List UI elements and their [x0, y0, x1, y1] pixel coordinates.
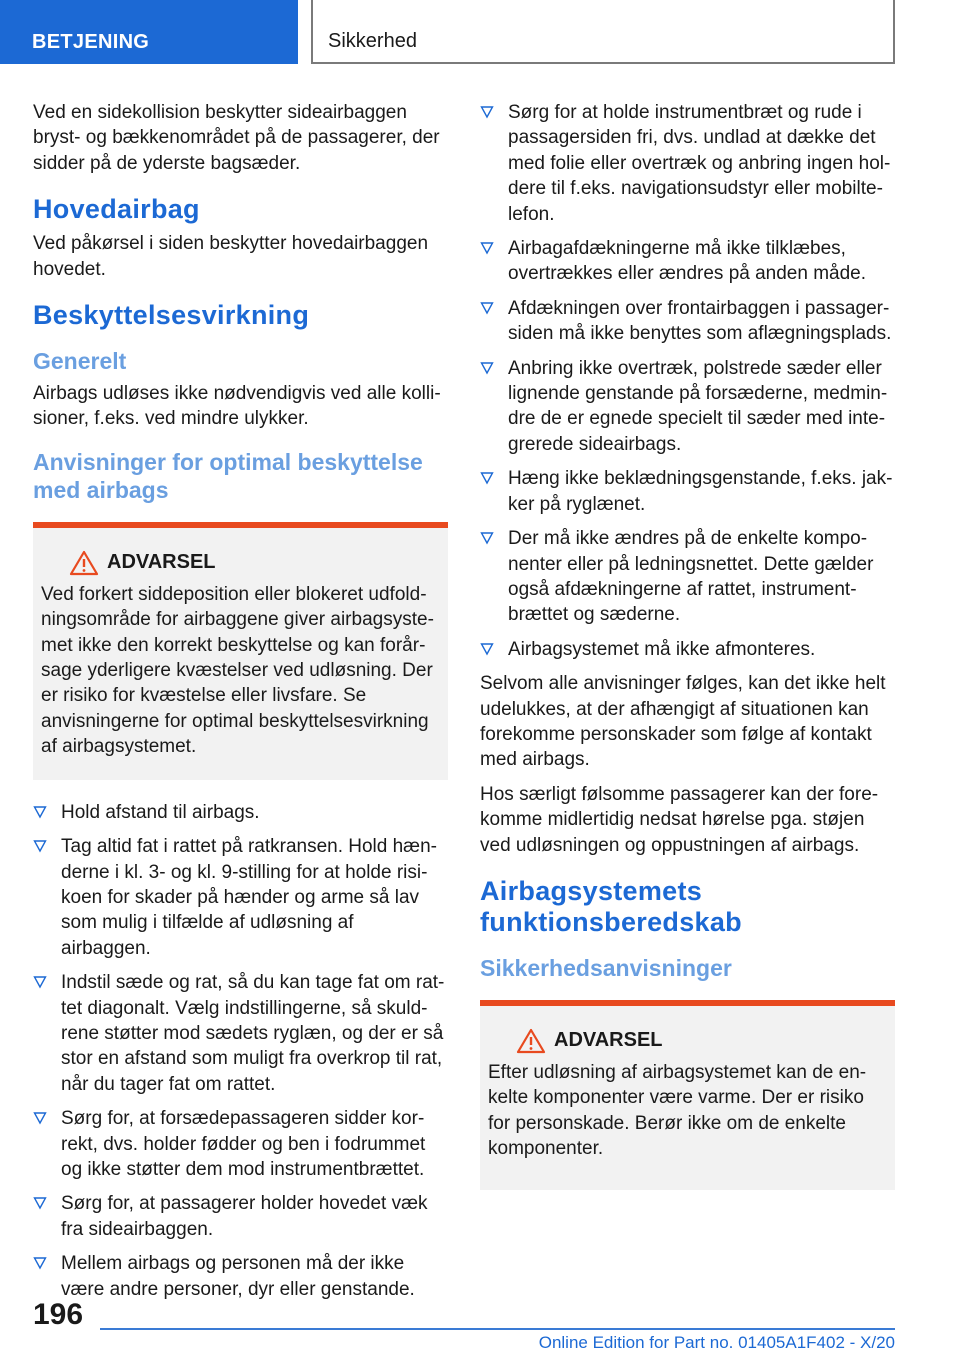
- triangle-bullet-icon: [480, 301, 494, 315]
- paragraph-hovedairbag: Ved påkørsel i siden beskytter hovedairbaggen hovedet.: [33, 233, 429, 280]
- warning-box: [33, 522, 448, 780]
- warning-label: ADVARSEL: [107, 551, 216, 574]
- list-item: Tag altid fat i rattet på ratkransen. Hold hænderne i kl. 3- og kl. 9-stilling for at holde risikoen for skader på hænder og arme så lav som mulig i tilfælde af udløsning af airbaggen.: [33, 834, 448, 961]
- warning-title: [488, 1028, 887, 1054]
- list-item: Airbagafdækningerne må ikke tilklæbes, overtrækkes eller ændres på anden måde.: [480, 236, 895, 287]
- triangle-bullet-icon: [33, 1256, 47, 1270]
- list-item: Indstil sæde og rat, så du kan tage fat om rattet diagonalt. Vælg indstillingerne, så skuldrene støtter mod sædets ryglæn, og der er så stor en afstand som muligt fra overkrop til rat, når du tager fat om rattet.: [33, 970, 448, 1097]
- triangle-bullet-icon: [33, 839, 47, 853]
- list-item: Mellem airbags og personen må der ikke være andre personer, dyr eller genstande.: [33, 1251, 448, 1302]
- heading-funktionsberedskab: Airbagsystemets funktionsberedskab: [480, 875, 742, 937]
- subsection-tab: Sikkerhed: [311, 0, 895, 64]
- triangle-bullet-icon: [480, 531, 494, 545]
- heading-sikkerhedsanvisninger: Sikkerhedsanvisninger: [480, 954, 732, 981]
- warning-title: [41, 550, 440, 576]
- list-item: Der må ikke ændres på de enkelte komponenter eller på ledningsnettet. Dette gælder også afdækningerne af rattet, instrumentbrættet og sæderne.: [480, 526, 895, 628]
- list-item: Sørg for, at passagerer holder hovedet væk fra sideairbaggen.: [33, 1191, 448, 1242]
- list-item: Anbring ikke overtræk, polstrede sæder eller lignende genstande på forsæderne, medmindre de er egnede specielt til sæder med integrerede sideairbags.: [480, 356, 895, 458]
- triangle-bullet-icon: [480, 105, 494, 119]
- list-item: Sørg for, at forsædepassageren sidder korrekt, dvs. holder fødder og ben i fodrummet og ikke støtter dem mod instrumentbrættet.: [33, 1106, 448, 1182]
- list-item: Airbagsystemet må ikke afmonteres.: [480, 637, 895, 662]
- triangle-bullet-icon: [480, 361, 494, 375]
- list-item: Afdækningen over frontairbaggen i passagersiden må ikke benyttes som aflægningsplads.: [480, 296, 895, 347]
- page-number: 196: [33, 1298, 84, 1331]
- warning-triangle-icon: [516, 1028, 546, 1054]
- warning-box: [480, 1000, 895, 1190]
- triangle-bullet-icon: [480, 642, 494, 656]
- triangle-bullet-icon: [33, 1196, 47, 1210]
- paragraph-selvom: Selvom alle anvisninger følges, kan det ikke helt udelukkes, at der afhængigt af situationen kan forekomme personskader som følge af kontakt med airbags.: [480, 673, 886, 771]
- heading-anvisninger: Anvisninger for optimal beskyttelse med airbags: [33, 448, 423, 503]
- warning-text: Ved forkert siddeposition eller blokeret udfoldningsområde for airbaggene giver airbagsystemet ikke den korrekt beskyttelse og kan forårsage yderligere kvæstelser ved udløsning. Der er risiko for kvæstelse eller livsfare. Se anvisningerne for optimal beskyttelsesvirkning af airbagsystemet.: [41, 583, 434, 758]
- triangle-bullet-icon: [33, 805, 47, 819]
- list-item: Hæng ikke beklædningsgenstande, f.eks. jakker på ryglænet.: [480, 466, 895, 517]
- heading-generelt: Generelt: [33, 348, 127, 375]
- bullet-list: [33, 800, 448, 1302]
- intro-paragraph: Ved en sidekollision beskytter sideairbaggen bryst- og bækkenområdet på de passagerer, der sidder på de yderste bagsæder.: [33, 102, 440, 174]
- warning-text: Efter udløsning af airbagsystemet kan de enkelte komponenter være varme. Der er risiko for personskade. Berør ikke om de enkelte komponenter.: [488, 1061, 867, 1160]
- heading-hovedairbag: Hovedairbag: [33, 194, 200, 225]
- triangle-bullet-icon: [33, 1111, 47, 1125]
- list-item: Hold afstand til airbags.: [33, 800, 448, 825]
- section-tab: BETJENING: [0, 0, 298, 64]
- heading-beskyttelsesvirkning: Beskyttelsesvirkning: [33, 300, 310, 331]
- paragraph-generelt: Airbags udløses ikke nødvendigvis ved alle kollisioner, f.eks. ved mindre ulykker.: [33, 383, 441, 430]
- bullet-list: [480, 100, 895, 662]
- list-item: Sørg for at holde instrumentbræt og rude i passagersiden fri, dvs. undlad at dække det med folie eller overtræk og anbring ingen holdere til f.eks. navigationsudstyr eller mobiltelefon.: [480, 100, 895, 227]
- warning-triangle-icon: [69, 550, 99, 576]
- paragraph-hos: Hos særligt følsomme passagerer kan der forekomme midlertidig nedsat hørelse pga. støjen ved udløsningen og oppustningen af airbags.: [480, 783, 879, 856]
- warning-label: ADVARSEL: [554, 1029, 663, 1052]
- triangle-bullet-icon: [480, 241, 494, 255]
- triangle-bullet-icon: [33, 975, 47, 989]
- page-header: [0, 0, 960, 66]
- triangle-bullet-icon: [480, 471, 494, 485]
- footer-edition: Online Edition for Part no. 01405A1F402 - X/20: [538, 1333, 895, 1352]
- right-column: [480, 100, 895, 1210]
- footer-divider: [100, 1328, 895, 1330]
- left-column: [33, 100, 448, 1311]
